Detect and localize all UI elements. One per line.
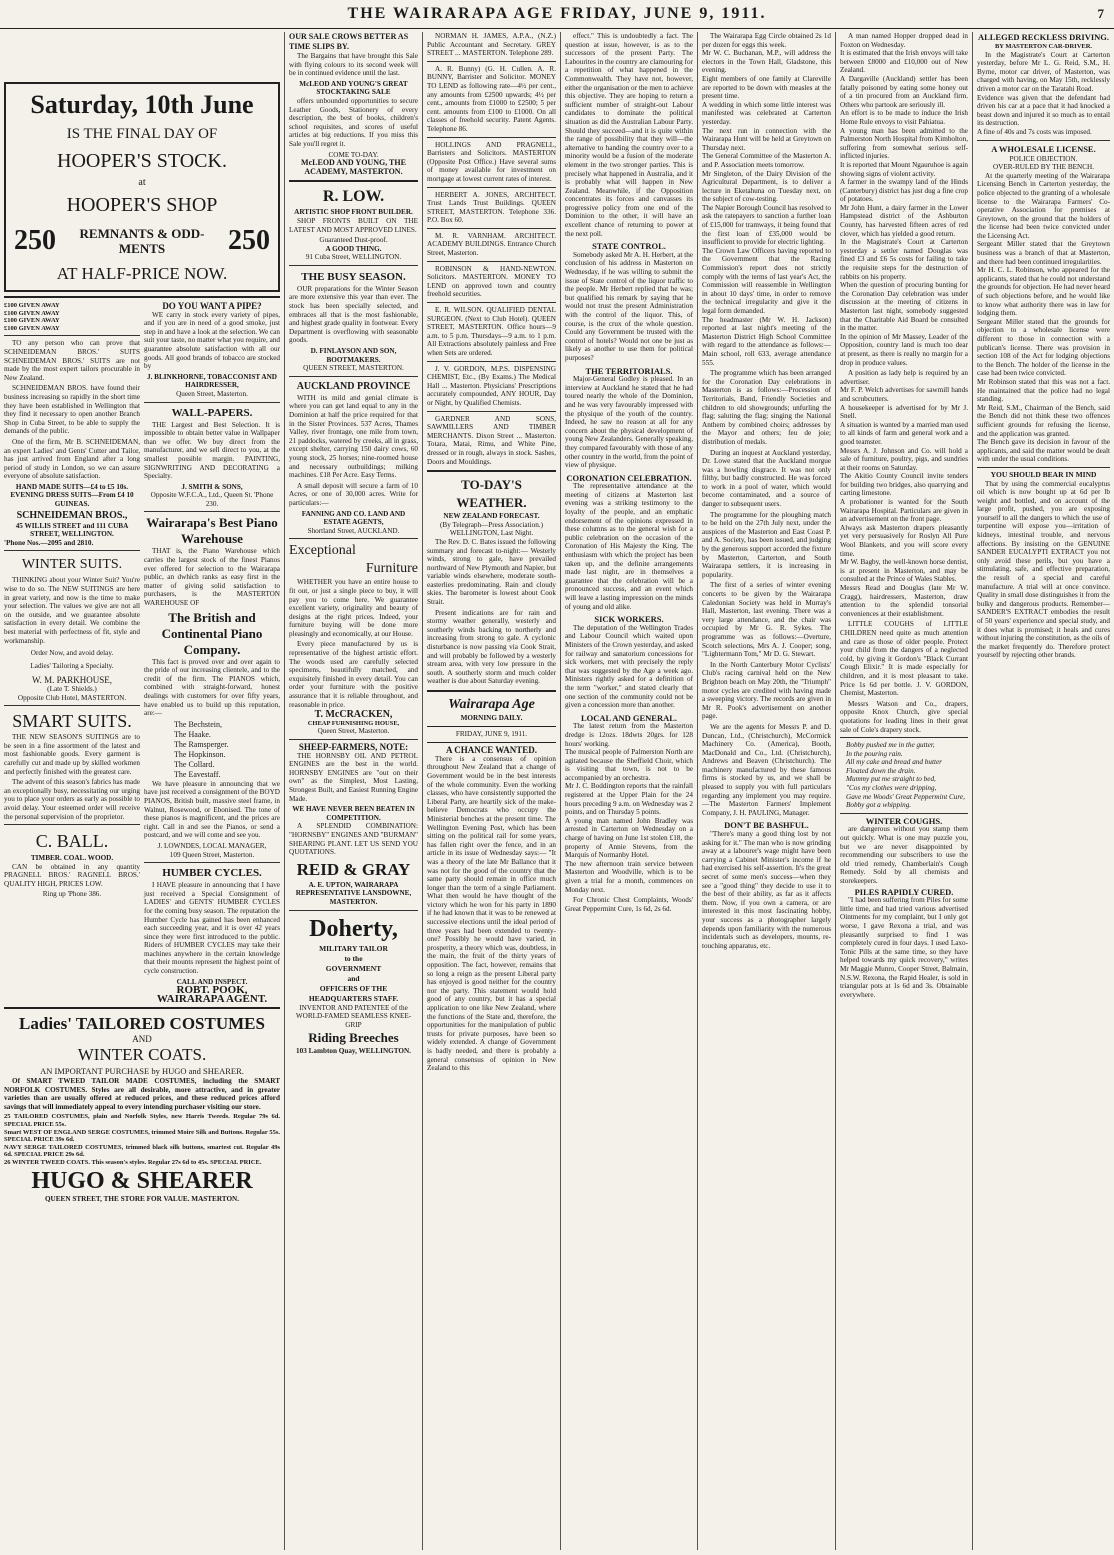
hooper-date: Saturday, 10th June — [30, 90, 254, 119]
piano-body3: We have pleasure in announcing that we have just received a consignment of the BOYD PIANOS, British built, massive steel frame, in Walnut, Rosewood, or Ebonised. The tone of these pianos is magnificent, and the prices are right. Call in and see the Pianos, or send a postcard, and we will come and see you. — [144, 779, 280, 840]
rlow-guar: Guaranteed Dust-proof. — [319, 236, 388, 245]
winter-late: (Late T. Shields.) — [47, 684, 97, 693]
winter-coughs-body: are dangerous without you stamp them out quickly. What is one may puzzle you, but we are never disappointed by recommending our subscribers to use the old tried remedy, Chamberlain's Cough Remedy. Sold by all chemists and storekeepers. — [840, 825, 968, 885]
wall-addr: Opposite W.F.C.A., Ltd., Queen St. 'Phone 230. — [150, 491, 274, 508]
furniture-body: WHETHER you have an entire house to fit out, or just a single piece to buy, it will pay you to come here. We guarantee excellent variety, originality and beauty of designs at the right prices. Indeed, your furniture buying will be done more pleasingly and economically, at our House. — [289, 578, 418, 638]
auckland-body2: A small deposit will secure a farm of 10 Acres, or one of 30,000 acres. Write for particulars:— — [289, 481, 418, 507]
ball-phone: Ring up 'Phone 386. — [42, 890, 102, 899]
rlow-good: A GOOD THING. — [325, 244, 382, 253]
weather-place: WELLINGTON, Last Night. — [449, 529, 534, 538]
hollings-card: HOLLINGS AND PRAGNELL, Barristers and Solicitors. MASTERTON (Opposite Post Office.) Have several sums of money available for investment on mortgage at lowest current rates of interest. — [427, 140, 556, 183]
inquest: During an inquest at Auckland yesterday, Dr. Lowe stated that the Auckland morgue was a howling disgrace. It was not only filthy, but badly constructed. He was forced to work in a pool of water, which would become contaminated, and a source of danger to subsequent users. — [702, 448, 831, 509]
furniture-head1: Exceptional — [289, 543, 356, 559]
mcleod-name: McLEOD AND YOUNG, THE ACADEMY, MASTERTON. — [301, 158, 406, 176]
mcleod-come: COME TO-DAY. — [328, 150, 379, 159]
hugo-head1: Ladies' TAILORED COSTUMES — [19, 1014, 265, 1034]
bunny-card: A. R. Bunny) (G. H. Cullen. A. R. BUNNY, Barrister and Solicitor. MONEY TO LEND as following rate—4½ per cent., any amounts from £2500 upwards; 4½ per cent., amounts from £1000 to £2500; 5 per cent. amounts from £100 to £1000. On all classes of freehold security. Patent Agents. Telephone 86. — [427, 64, 556, 133]
furniture-sub: CHEAP FURNISHING HOUSE, — [307, 719, 400, 727]
state-head: STATE CONTROL. — [592, 241, 666, 252]
wall-body: THE Largest and Best Selection. It is impossible to obtain better value in Wallpaper than we offer. We buy direct from the manufacturer, and we sell direct to you, at the smallest possible margin. PAINTING, SIGNWRITING AND DECORATING a Specialty. — [144, 420, 280, 481]
rlow-head: R. LOW. — [322, 188, 385, 206]
herbert-card: HERBERT A. JONES, ARCHITECT. Trust Lands Trust Buildings. QUEEN STREET, MASTERTON. Telephone 336. P.O. Box 60. — [427, 190, 556, 225]
doherty-body: MILITARY TAILOR to the GOVERNMENT and OFFICERS OF THE HEADQUARTERS STAFF. — [308, 943, 399, 1003]
hugo-addr: QUEEN STREET, THE STORE FOR VALUE. MASTERTON. — [44, 1194, 240, 1203]
schneideman-body2: One of the firm, Mr B. SCHNEIDEMAN, an expert Ladies' and Gents' Cutter and Tailor, has just arrived from England after a long period of study in London, so we can assure everyone of absolute satisfaction. — [4, 437, 140, 481]
hugo-and: AND — [132, 1034, 152, 1045]
reid-head: REID & GRAY — [296, 859, 411, 879]
hugo-body: Of SMART TWEED TAILOR MADE COSTUMES, including the SMART NORFOLK COSTUMES. Styles are all desirable, more attractive, and in greater varieties than are usually offered at reduced prices, and these reduced prices afford savings that will immediately appeal to every intending purchaser visiting our store. — [4, 1077, 280, 1111]
sheep-never: WE HAVE NEVER BEEN BEATEN IN COMPETITION. — [292, 805, 415, 822]
hooper-at: at — [138, 177, 146, 188]
territorials-body: Major-General Godley is pleased. In an interview at Auckland he stated that he had toured nearly the whole of the Dominion, and he was very favourably impressed with the physique of the youth of the country. Indeed, he saw no reason at all for any concern about the physical development of young New Zealanders. Generally speaking, they compared favourably with those of any other country in the world, from the point of view of physique. — [565, 375, 693, 470]
column-5 — [698, 32, 835, 1552]
news-body-2: A man named Hopper dropped dead in Foxton on Wednesday. It is estimated that the Irish envoys will take between £8000 and £10,000 out of New Zealand. A Dargaville (Auckland) settler has been fatally poisoned by eating some honey out of a tin procured from an Auckland firm. Others who partook are seriously ill. An effort is to be made to induce the Irish Home Rule envoys to visit Pahiatua. A young man has been admitted to the Palmerston North Hospital from Kimbolton, suffering from somewhat serious self-inflicted injuries. It is reported that Mount Ngauruhoe is again showing signs of violent activity. A farmer in the swampy land of the Hinds (Canterbury) district has just dug a fine crop of potatoes. Mr John Hunt, a dairy farmer in the Lower Hampstead district of the Ashburton County, has harvested fifteen acres of red clover, which has yielded a good return. In the Magistrate's Court at Carterton yesterday a settler named Douglas was fined £3 and £6 5s costs for failing to take the requisite steps for the destruction of rabbits on his property. When the question of procuring bunting for the Coronation Day celebration was under discussion at the meeting of citizens in Masterton last night, somebody suggested that the Charitable Aid Board be consulted in the matter. In the opinion of Mr Massey, Leader of the Opposition, country land is much too dear at present, as there is really no margin for a drop in produce values. — [840, 32, 968, 367]
masthead-title: THE WAIRARAPA AGE FRIDAY, JUNE 9, 1911. — [347, 5, 767, 22]
wall-head: WALL-PAPERS. — [171, 406, 253, 419]
pipe-addr: Queen Street, Masterton. — [176, 389, 248, 398]
cough-advert: LITTLE COUGHS of LITTLE CHILDREN need quite as much attention and care as those of older people. Protect your child from the dangers of a neglected cold, by giving it Gordon's "Black Currant Cough Elixir." It is made especially for children, and it is most pleasant to take. Price 1s 6d per bottle. J. V. GORDON, Chemist, Masterton. — [840, 620, 968, 698]
mind-body: That by using the commercial eucalyptus oil which is now bought up at 6d per lb weight and bottled, and on account of the large profit, pushed, you are exposing yourself to all the dangers to which the use of turpentine will expose you—irritation of kidneys, intestinal trouble, and nervous affections. By insisting on the GENUINE SANDER EUCALYPTI EXTRACT you not only avoid these perils, but you have a stimulating, safe, and effective preparation, the result of a special and careful manufacture. A trial will at once convince. Quality in small dose distinguishes it from the bulky and dangerous products. Remember—SANDER'S EXTRACT embodies the result of 50 years' experience and special study, and it does what is promised; it heals and cures without injuring the constitution, as the oils of the market frequently do. Therefore protect yourself by rejecting other brands. — [977, 479, 1110, 660]
col1-split — [4, 302, 280, 1003]
gordon-card: J. V. GORDON, M.P.S. DISPENSING CHEMIST, Etc., (By Exams.) The Medical Hall ... Masterton. Physicians' Prescriptions accurately compounded, ANY HOUR, Day or Night, by Qualified Chemists. — [427, 364, 556, 407]
pipe-body: WE carry in stock every variety of pipes, and if you are in need of a good smoke, just step in and have a look at the selection. We can suit your taste, no matter what you require, and guarantee absolute satisfaction with all our goods. All good brands of tobacco are stocked by — [144, 310, 280, 371]
james-card: NORMAN H. JAMES, A.P.A., (N.Z.) Public Accountant and Secretary. GREY STREET ... MASTERTON. Telephone 289. — [427, 32, 556, 58]
col1-right — [144, 302, 280, 1003]
hooper-shop: HOOPER'S SHOP — [66, 194, 218, 216]
weather-body2: Present indications are for rain and stormy weather generally, westerly and southerly winds backing to northerly and increasing from strong to gale. A cyclonic disturbance is now passing via Cook Strait, and will probably be followed by a westerly stream area, with very low pressure in the south. A southerly storm and much colder weather is due about Saturday evening. — [427, 608, 556, 686]
ball-head: C. BALL. — [35, 831, 109, 852]
ploughing: The programme for the ploughing match to be held on the 27th July next, under the auspices of the Masterton and East Coast P. and A. Society, has been issued, and judging by the generous support accorded the fixture by Masterton, Carterton, and South Wairarapa settlers, it is increasing in popularity. — [702, 510, 831, 579]
piano-name: J. LOWNDES, LOCAL MANAGER, — [157, 841, 267, 850]
crows-head: OUR SALE CROWS BETTER AS TIME SLIPS BY. — [289, 32, 409, 51]
doherty-head: Doherty, — [309, 915, 398, 942]
state-body: Somebody asked Mr A. H. Herbert, at the conclusion of his address in Masterton on Wednesday, if he was willing to submit the issue of State control of the liquor traffic to the people. Mr Herbert replied that he was; but qualified his remark by saying that he would not trust the present Administration with the control of the liquor. This, of course, is the crux of the whole question. Could any Government be trusted with the control of hotels? Would not one be just as likely as another to use them for political purposes? — [565, 250, 693, 362]
piano-body2: This fact is proved over and over again to the pride of our increasing clientele, and to the credit of the firm. The PIANOS which, combined with straight-forward, honest dealings with customers for over fifty years, have enabled us to build up this reputation, are:— — [144, 657, 280, 718]
furniture-head2: Furniture — [365, 561, 418, 577]
page-number: 7 — [1097, 6, 1106, 21]
busy-body: OUR preparations for the Winter Season are more extensive this year than ever. The stock has been specially selected, and embraces all that is the most fashionable, and highest grade quality in footwear. Every Department is overflowing with seasonable goods. — [289, 284, 418, 345]
concert: The first of a series of winter evening concerts to be given by the Wairarapa Caledonian Society was held in Murray's Hall, Masterton, last evening. There was a very large attendance, and the chair was occupied by Mr G. R. Sykes. The programme was as follows:—Overture, Scotch selections, Mrs A. J. Cooper; song, "Lightermann Tom," Mr D. G. Stewart. — [702, 581, 831, 659]
motor: In the North Canterbury Motor Cyclists' Club's racing carnival held on the New Brighton beach on May 20th, the "Triumph" motor cycles are credited with having made a sweeping victory. The records are given in Mr R. Pook's advertisement on another page. — [702, 660, 831, 721]
piano-head: Wairarapa's Best Piano Warehouse — [146, 515, 278, 547]
effect-body: effect." This is undoubtedly a fact. The question at issue, however, is as to the successors of the present Party. The Labourites in the country are clamouring for a repetition of what happened in the Commonwealth. They have not, however, either the organisation or the men to achieve this objective. They are hoping to return a sufficient number of straight-out Labour candidates to dominate the political situation as did the Australian Labour Party. Should they succeed—and it is quite within the range of possibility that they will—the alternative to handing the country over to a minority would be a fusion of the moderate element in the two stronger parties. This is precisely what happened in Australia, and it is probably what will happen in New Zealand. Meanwhile, if the Opposition concentrates its forces and canvasses its progressive policy from one end of the Dominion to the other, it will have an excellent chance of returning to power at the next poll. — [565, 32, 693, 238]
furniture-name: T. McCRACKEN, — [314, 709, 393, 721]
hooper-stock: HOOPER'S STOCK. — [57, 150, 227, 172]
column-7 — [973, 32, 1114, 1552]
busy-addr: QUEEN STREET, MASTERTON. — [303, 364, 404, 373]
hooper-250-right: 250 — [227, 224, 270, 256]
territorials-head: THE TERRITORIALS. — [585, 365, 673, 376]
winter-suits-body: THINKING about your Winter Suit? You're wise to do so. The NEW SUITINGS are here in great variety, and now is the time to make your selection. The values we give are not all on the outside, and we guarantee absolute satisfaction in every detail. We combine the best material with perfectness of fit, style and workmanship. — [4, 576, 140, 645]
furniture-body2: Every piece manufactured by us is representative of the highest artistic effort. The woods used are carefully selected specimens, beautifully matched, and exquisitely finished in every detail. You can order your furniture with the positive assurance that it is reliable throughout, and reasonable in price. — [289, 640, 418, 709]
sheep-body2: A SPLENDID COMBINATION: "HORNSBY" ENGINES AND "BURMAN" SHEARING PLANT. LET US SEND YOU QUOTATIONS. — [289, 822, 418, 857]
local-body: The latest return from the Masterton dredge is 12ozs. 18dwts 20grs. for 128 hours' working. The musical people of Palmerston North are agitated because the Sheffield Choir, which is visiting that town, is not to be accompanied by an orchestra. Mr J. C. Boddington reports that the rainfall registered at the Upper Plain for the 24 hours preceding 9 a.m. on Wednesday was 2 points, and on Thursday 5 points. A young man named John Bradley was arrested in Carterton on Wednesday on a charge of having on June 1st stolen £18, the property of Annie Stevens, from the Marquis of Normanby Hotel. The new afternoon train service between Masterton and Woodville, which is to be given a trial for a month, commences on Monday next. — [565, 722, 693, 894]
rlow-addr: 91 Cuba Street, WELLINGTON. — [305, 253, 402, 262]
column-2 — [285, 32, 422, 1552]
bashful-body: "There's many a good thing lost by not asking for it." The man who is now grinding away at a labourer's wage might have been carrying a Cabinet Minister's income if he had exercised his self-assertion. It's the great secret of some men's success—when they see a "good thing" they decide to use it to the best of their ability, as far as it affects them. Now, if you own a camera, or are interested in this most fascinating hobby, your success as a photographer largely depends upon familiarity with the numerous incidentals such as developers, mounts, re-touching apparatus, etc. — [702, 830, 831, 950]
winter-name: W. M. PARKHOUSE, — [31, 675, 113, 686]
humber-call: CALL AND INSPECT. — [176, 977, 248, 986]
winter-ladies: Ladies' Tailoring a Specialty. — [30, 661, 114, 670]
hooper-price: AT HALF-PRICE NOW. — [56, 264, 228, 283]
column-1 — [0, 32, 284, 1552]
wilson-card: E. R. WILSON. QUALIFIED DENTAL SURGEON. (Next to Club Hotel). QUEEN STREET, MASTERTON. Office hours—9 a.m. to 5 p.m. Thursdays—9 a.m. to 1 p.m. All Extractions absolutely painless and Free when Sets are ordered. — [427, 306, 556, 357]
sheep-head: SHEEP-FARMERS, NOTE: — [298, 742, 409, 752]
hooper-line: IS THE FINAL DAY OF — [66, 126, 218, 142]
schneideman-intro: TO any person who can prove that SCHNEIDEMAN BROS.' SUITS SCHNEIDEMAN BROS.' SUITS are not made by the most expert tailors procurable in New Zealand. — [4, 339, 140, 382]
reid-sub: A. E. UPTON, WAIRARAPA REPRESENTATIVE LANSDOWNE, MASTERTON. — [295, 880, 412, 906]
local-head: LOCAL AND GENERAL. — [580, 712, 678, 723]
piano-list: The Bechstein, The Haake. The Ramsperger. The Hopkinson. The Collard. The Eavestaff. — [174, 719, 229, 779]
schneideman-offer: HAND MADE SUITS—£4 to £5 10s. EVENING DRESS SUITS—From £4 10 GUINEAS. — [10, 482, 134, 509]
sick-head: SICK WORKERS. — [594, 614, 664, 625]
given-away: £100 GIVEN AWAY £100 GIVEN AWAY £100 GIVEN AWAY £100 GIVEN AWAY — [4, 302, 60, 332]
column-6 — [836, 32, 972, 1552]
humber-head: HUMBER CYCLES. — [162, 867, 262, 880]
weather-head: TO-DAY'S WEATHER. — [456, 477, 527, 511]
humber-body: I HAVE pleasure in announcing that I have just received a Special Consignment of LADIES' and GENTS' HUMBER CYCLES for the coming busy season. The reputation the Humber Cycle has gained has been enhanced each succeeding year, and it is over 42 years since they were first introduced to the public. Riders of HUMBER CYCLES may take their machines anywhere in the certain knowledge that their mounts represent the highest point of cycle construction. — [144, 881, 280, 976]
winter-order: Order Now, and avoid delay. — [30, 649, 114, 658]
hugo-purchase: AN IMPORTANT PURCHASE by HUGO and SHEARER. — [40, 1066, 244, 1077]
hooper-remnants: REMNANTS & ODD- MENTS — [79, 226, 205, 256]
reckless-body: In the Magistrate's Court at Carterton yesterday, before Mr L. G. Reid, S.M., H. Byrne, motor car driver, of Masterton, was charged with having, on May 15th, recklessly driven a motor car on the Taratahi Road. Evidence was given that the defendant had driven his car at a pace that it had knocked a beast down and injured it so much as to entail its destruction. A fine of 40s and 7s costs was imposed. — [977, 50, 1110, 136]
reckless-sub: BY MASTERTON CAR-DRIVER. — [994, 43, 1093, 50]
license-head: A WHOLESALE LICENSE. — [991, 143, 1096, 154]
winter-addr: Opposite Club Hotel, MASTERTON. — [17, 693, 127, 702]
schneideman-addr: 45 WILLIS STREET and 111 CUBA STREET, WELLINGTON. — [15, 521, 129, 539]
robinson-card: ROBINSON & HAND-NEWTON. Solicitors. MASTERTON. MONEY TO LEND on approved town and country freehold securities. — [427, 264, 556, 299]
mcleod-head: McLEOD AND YOUNG'S GREAT STOCKTAKING SALE — [299, 79, 408, 97]
hooper-250-left: 250 — [14, 224, 56, 256]
rlow-sub: ARTISTIC SHOP FRONT BUILDER. — [294, 208, 413, 217]
doherty-inv: INVENTOR AND PATENTEE of the WORLD-FAMED SEAMLESS KNEE-GRIP — [295, 1003, 412, 1029]
pipe-head: DO YOU WANT A PIPE? — [162, 301, 262, 311]
doherty-addr: 103 Lambton Quay, WELLINGTON. — [296, 1047, 411, 1056]
piano-addr: 109 Queen Street, Masterton. — [169, 850, 255, 859]
age-date: FRIDAY, JUNE 9, 1911. — [455, 730, 528, 739]
age-logo: Wairarapa Age — [448, 697, 535, 712]
ball-body: CAN be obtained in any quantity PRAGNELL BROS.' RAGNELL BROS.' QUALITY HIGH, PRICES LOW. — [4, 862, 140, 888]
hooper-advert — [4, 82, 280, 292]
weather-sub: NEW ZEALAND FORECAST. — [443, 512, 540, 521]
smart-suits-body2: The advent of this season's fabrics has made an exceptionally busy, necessitating our urging you to place your orders as early as possible to avoid delay. Your esteemed order will receive the personal supervision of the proprietor. — [4, 778, 140, 821]
sick-body: The deputation of the Wellington Trades and Labour Council which waited upon Ministers of the Crown yesterday, and asked for railway and sanatorium concessions for sick workers, met with precisely the reply that was suggested by the Age a week ago. Ministers rightly asked for a definition of the term "worker," and stated clearly that one section of the community could not be given a concession more than another. — [565, 623, 693, 710]
varnham-card: M. R. VARNHAM. ARCHITECT. ACADEMY BUILDINGS. Entrance Church Street, Masterton. — [427, 231, 556, 258]
programme: The programme which has been arranged for the Coronation Day celebrations in Masterton is as follows:—Procession of Territorials, Band, Friendly Societies and children to old showgrounds; unfurling the flag; saluting the flag; singing the National Anthem by combined choirs; addresses by the Mayor and others; feu de joie; distribution of medals. — [702, 369, 831, 446]
bashful-head: DON'T BE BASHFUL. — [724, 820, 809, 831]
position-notes: A position as lady help is required by an advertiser. Mr F. P. Welch advertises for sawmill hands and scrubcutters. A housekeeper is advertised for by Mr J. Snell. A situation is wanted by a married man used to all kinds of farm and general work and a good teamster. Messrs A. J. Johnson and Co. will hold a sale of furniture, poultry, pigs, and sundries at their rooms on Saturday. The Akitio County Council invite tenders for building two bridges, also quarrying and carting limestone. A probationer is wanted for the South Wairarapa Hospital. Particulars are given in an advertisement on the front page. Always ask Masterton drapers pleasantly yet very persuasively for Roslyn All Pure Wool Blankets, and you will score every time. Mr W. Bagby, the well-known horse dentist, is at present in Masterton, and may be consulted at the Prince of Wales Stables. Messrs Read and Douglas (late Mr W. Cragg), hairdressers, Masterton, draw attention to the splendid tonsorial conveniences at their establishment. — [840, 369, 968, 618]
weather-body: The Rev. D. C. Bates issued the following summary and forecast to-night:— Westerly winds, strong to gale, have prevailed northward of New Plymouth and Napier, but variable winds elsewhere, moderate south-easterlies predominating. Rain and cloudy skies. The barometer is lowest about Cook Strait. — [427, 537, 556, 607]
smart-suits-head: SMART SUITS. — [12, 711, 132, 732]
gardner-card: GARDNER AND SONS, SAWMILLERS AND TIMBER MERCHANTS. Dixon Street ... Masterton. Totara, Matai, Rimu, and White Pine, dressed or in rough, always in stock. Sashes, Doors and Mouldings. — [427, 414, 556, 466]
schneideman-body: SCHNEIDEMAN BROS. have found their business increasing so rapidly in the short time they have been established in Wellington that they find it necessary to open another Branch Shop in Cuba Street, to be able to supply the demands of the public. — [4, 384, 140, 436]
wall-name: J. SMITH & SONS, — [181, 482, 243, 491]
col1-left — [4, 302, 140, 1003]
chance-body: There is a consensus of opinion throughout New Zealand that a change of Government would be in the best interests of the whole community. Even the working classes, who have consistently supported the Liberal Party, are heartily sick of the make-believe Democrats who occupy the Ministerial benches at the present time. The Wellington Evening Post, which has been sitting on the political rail for some years, has fallen right over the fence, and in an article in its issue of Wednesday says:— "It was a theory of the late Mr Ballance that it was not for the good of the country that the same party should remain in office much longer than the term of a single Parliament. What then would he have thought of the victory which he won for his party in 1890 if he had known that it was to be renewed at successive elections until the ideal period of three years had been extended to twenty-one? Possibly he would have varied, in prosperity, a theory which was, doubtless, in the main, the fruit of the thirty years of opposition. The fact, however, remains that so long a reign as the present Liberal party has enjoyed is good neither for the country nor the party. This statement would hold good of any country, but it has a special application to one like New Zealand, where the functions of the State and, therefore, the opportunities for the manipulation of public trusts for private purposes, have been so widely extended. A change of Government is badly needed, and there is probably a general consensus of opinion in New Zealand to this — [427, 754, 556, 1073]
sheep-body: THE HORNSBY OIL AND PETROL ENGINES are the best in the world. HORNSBY ENGINES are "out on their own" as the Simplest, Most Lasting, Strongest Built, and Easiest Running Engine Made. — [289, 751, 418, 803]
mcleod-body: offers unbounded opportunities to secure Leather Goods, Stationery of every description, the best of books, children's school requisites, and scores of useful articles at big reductions. If you miss this Sale you'll regret it. — [289, 96, 418, 148]
auckland-body: WITH its mild and genial climate is where you can get land equal to any in the Dominion at half the price required for that in the Sister Provinces. 537 Acres, Thames Valley, river frontage, one mile from town, 21 paddocks, watered by creeks, all in grass, except shelter, carrying 150 dairy cows, 60 young stock, 25 horses; nine-roomed house and necessary outbuildings; milking machines. £18 Per Acre. Easy Terms. — [289, 393, 418, 480]
auckland-name: FANNING AND CO. LAND AND ESTATE AGENTS, — [301, 509, 406, 527]
agents: We are the agents for Messrs P. and D. Duncan, Ltd., (Christchurch), McCormick Machinery Co. (America), Booth, MacDonald and Co., Ltd. (Christchurch), Andrews and Beaven (Christchurch). The machinery manufactured by these famous firms is stocked by us, and we shall be pleased to supply you with full particulars regarding any implement you may require.—The Masterton Farmers' Implement Company, J. H. PAULING, Manager. — [702, 722, 831, 817]
smart-suits-body: THE NEW SEASON'S SUITINGS are to be seen in a fine assortment of the latest and most fashionable goods. Every garment is carefully cut and made up by skilled workmen and perfectly finished with the greatest care. — [4, 733, 140, 776]
news-body: The Wairarapa Egg Circle obtained 2s 1d per dozen for eggs this week. Mr W. C. Buchanan, M.P., will address the electors in the Town Hall, Gladstone, this evening. Eight members of one family at Clareville are reported to be down with measles at the present time. A wedding in which some little interest was manifested was celebrated at Carterton yesterday. The next run in connection with the Wairarapa Hunt will be held at Greytown on Thursday next. The General Committee of the Masterton A. and P. Association meets tomorrow. Mr Singleton, of the Dairy Division of the Agricultural Department, is to deliver a lecture in Eketahuna on Tuesday next, on the subject of cow-testing. The Napier Borough Council has resolved to ask the ratepayers to sanction a further loan of £15,000 for tramways, it being found that the first loan of £35,000 would be insufficient to provide for electric lighting. The Crown Law Officers having reported to the Government that the Racing Commission's report does not strictly comply with the terms of last year's Act, the Commission will reassemble in Wellington in about 10 days' time, in order to remove the technical irregularity and give it the legal form demanded. The headmaster (Mr W. H. Jackson) reported at last night's meeting of the Masterton District High School Committee with regard to the attendance as follows:—Main school, roll 633, average attendance 555. — [702, 32, 831, 367]
hugo-name: HUGO & SHEARER — [31, 1167, 253, 1194]
auckland-addr: Shortland Street, AUCKLAND. — [307, 526, 400, 535]
busy-name: D. FINLAYSON AND SON, BOOTMAKERS. — [310, 347, 397, 364]
coronation-head: CORONATION CELEBRATION. — [566, 472, 692, 483]
chest-note: For Chronic Chest Complaints, Woods' Great Peppermint Cure, 1s 6d, 2s 6d. — [565, 896, 693, 913]
watson-note: Messrs Watson and Co., drapers, opposite Knox Church, give special quotations for leading lines in their great sale of Cole's drapery stock. — [840, 699, 968, 734]
winter-suits-head: WINTER SUITS. — [21, 557, 123, 573]
humber-name: ROBT. POOK, WAIRARAPA AGENT. — [156, 984, 268, 1005]
coronation-body: The representative attendance at the meeting of citizens at Masterton last evening was a striking testimony to the loyalty of the people, and an emphatic endorsement of the opinions expressed in these columns as to the general wish for a public celebration on the occasion of the Coronation of His Majesty the King. The enthusiasm with which the project has been taken up, and the definite arrangements made last night, are in themselves a guarantee that the celebration will be a pronounced success, and an event which will leave a lasting impression on the minds of young and old alike. — [565, 482, 693, 611]
auckland-head: AUCKLAND PROVINCE — [296, 380, 411, 392]
rlow-body: SHOP FRONTS BUILT ON THE LATEST AND MOST APPROVED LINES. — [289, 216, 418, 234]
license-sub2: OVER-RULED BY THE BENCH. — [992, 163, 1095, 172]
busy-head: THE BUSY SEASON. — [301, 270, 406, 283]
pipe-name: J. BLINKHORNE, TOBACCONIST AND HAIRDRESSER, — [146, 372, 277, 390]
hugo-head2: WINTER COATS. — [77, 1045, 207, 1065]
license-body: At the quarterly meeting of the Wairarapa Licensing Bench in Carterton yesterday, the police objected to the granting of a wholesale license to the Wairarapa Farmers' Co-operative Association for premises at Greytown, on the ground that the holders of the license had been twice convicted under the Licensing Act. Sergeant Miller stated that the Greytown business was a branch of that at Masterton, and there had been continued irregularities. Mr H. C. L. Robinson, who appeared for the applicants, stated that he could not understand the grounds for objection. He had never heard of such objections before, and he would like to know what authority there was in law for lodging them. Sergeant Miller stated that the grounds for objection to a wholesale license were different to those in connection with a publican's license. There was provision in section 108 of the Act for lodging objections to the Bench. The holder of the license in the case had been twice convicted. Mr Robinson stated that this was not a fact. He maintained that the police had no legal standing. Mr Reid, S.M., Chairman of the Bench, said the Bench did not think these two offences sufficient grounds for refusing the license, and the application was granted. The Bench gave its decision in favour of the applicants, and said the matter would be dealt with under the usual conditions. — [977, 171, 1110, 464]
license-sub: POLICE OBJECTION. — [1009, 154, 1078, 163]
reckless-head: ALLEGED RECKLESS DRIVING. — [977, 32, 1110, 42]
chance-head: A CHANCE WANTED. — [445, 745, 538, 756]
piano-body: THAT is, the Piano Warehouse which carries the largest stock of the finest Pianos ever offered for selection to the Wairarapa public, an dwhich ranks as easy first in the matter of giving solid satisfaction to purchasers, is the MASTERTON WAREHOUSE OF — [144, 547, 280, 608]
piles-head: PILES RAPIDLY CURED. — [854, 886, 954, 897]
hooper-remnants-row — [10, 220, 274, 262]
schneideman-name: SCHNEIDEMAN BROS., — [16, 509, 128, 521]
age-daily: MORNING DAILY. — [460, 714, 523, 722]
hugo-items: 25 TAILORED COSTUMES, plain and Norfolk Styles, new Harris Tweeds. Regular 79s 6d. SPECIAL PRICE 55s. Smart WEST OF ENGLAND SERGE COSTUMES, trimmed Moire Silk and Buttons. Regular 55s. SPECIAL PRICE 39s 6d. NAVY SERGE TAILORED COSTUMES, trimmed black silk buttons, smartest cut. Regular 49s 6d. SPECIAL PRICE 29s 6d. 26 WINTER TWEED COATS. This season's styles. Regular 27s 6d to 45s. SPECIAL PRICE. — [4, 1113, 280, 1166]
furniture-addr: Queen Street, Masterton. — [317, 727, 390, 736]
schneideman-phone: 'Phone Nos.—2095 and 2810. — [4, 538, 94, 547]
winter-coughs-head: WINTER COUGHS. — [865, 815, 943, 826]
ball-sub: TIMBER. COAL. WOOD. — [30, 854, 114, 863]
crows-body: The Bargains that have brought this Sale with flying colours to its second week will be in continued evidence until the last. — [289, 52, 418, 78]
column-4 — [561, 32, 697, 1552]
bobby-verse: Bobby pushed me in the gutter, In the pouring rain. All my cake and bread and butter Floated down the drain. Mummy put me straight to bed, "Cos my clothes were dripping, Gave me Woods' Great Peppermint Cure, Bobby got a whipping. — [846, 741, 965, 810]
doherty-riding: Riding Breeches — [308, 1030, 399, 1046]
masthead — [0, 0, 1114, 29]
column-3 — [423, 32, 560, 1552]
mind-head: YOU SHOULD BEAR IN MIND — [990, 469, 1097, 479]
piles-body: "I had been suffering from Piles for some little time, and had tried various advertised Ointments for my complaint, but I only got worse, I gave Rexona a trial, and was pleasantly surprised to find I was completely cured in four days. I used Laxo-Tonic Pills at the same time, so they have helped towards my quick recovery," writes Mr Maggie Munro, Cooper Street, Balmain, N.S.W. Rexona, the Rapid Healer, is sold in triangular pots at 1s 6d and 3s. Obtainable everywhere. — [840, 896, 968, 999]
piano-company: The British and Continental Piano Company. — [161, 609, 263, 657]
weather-by: (By Telegraph—Press Association.) — [440, 520, 543, 529]
